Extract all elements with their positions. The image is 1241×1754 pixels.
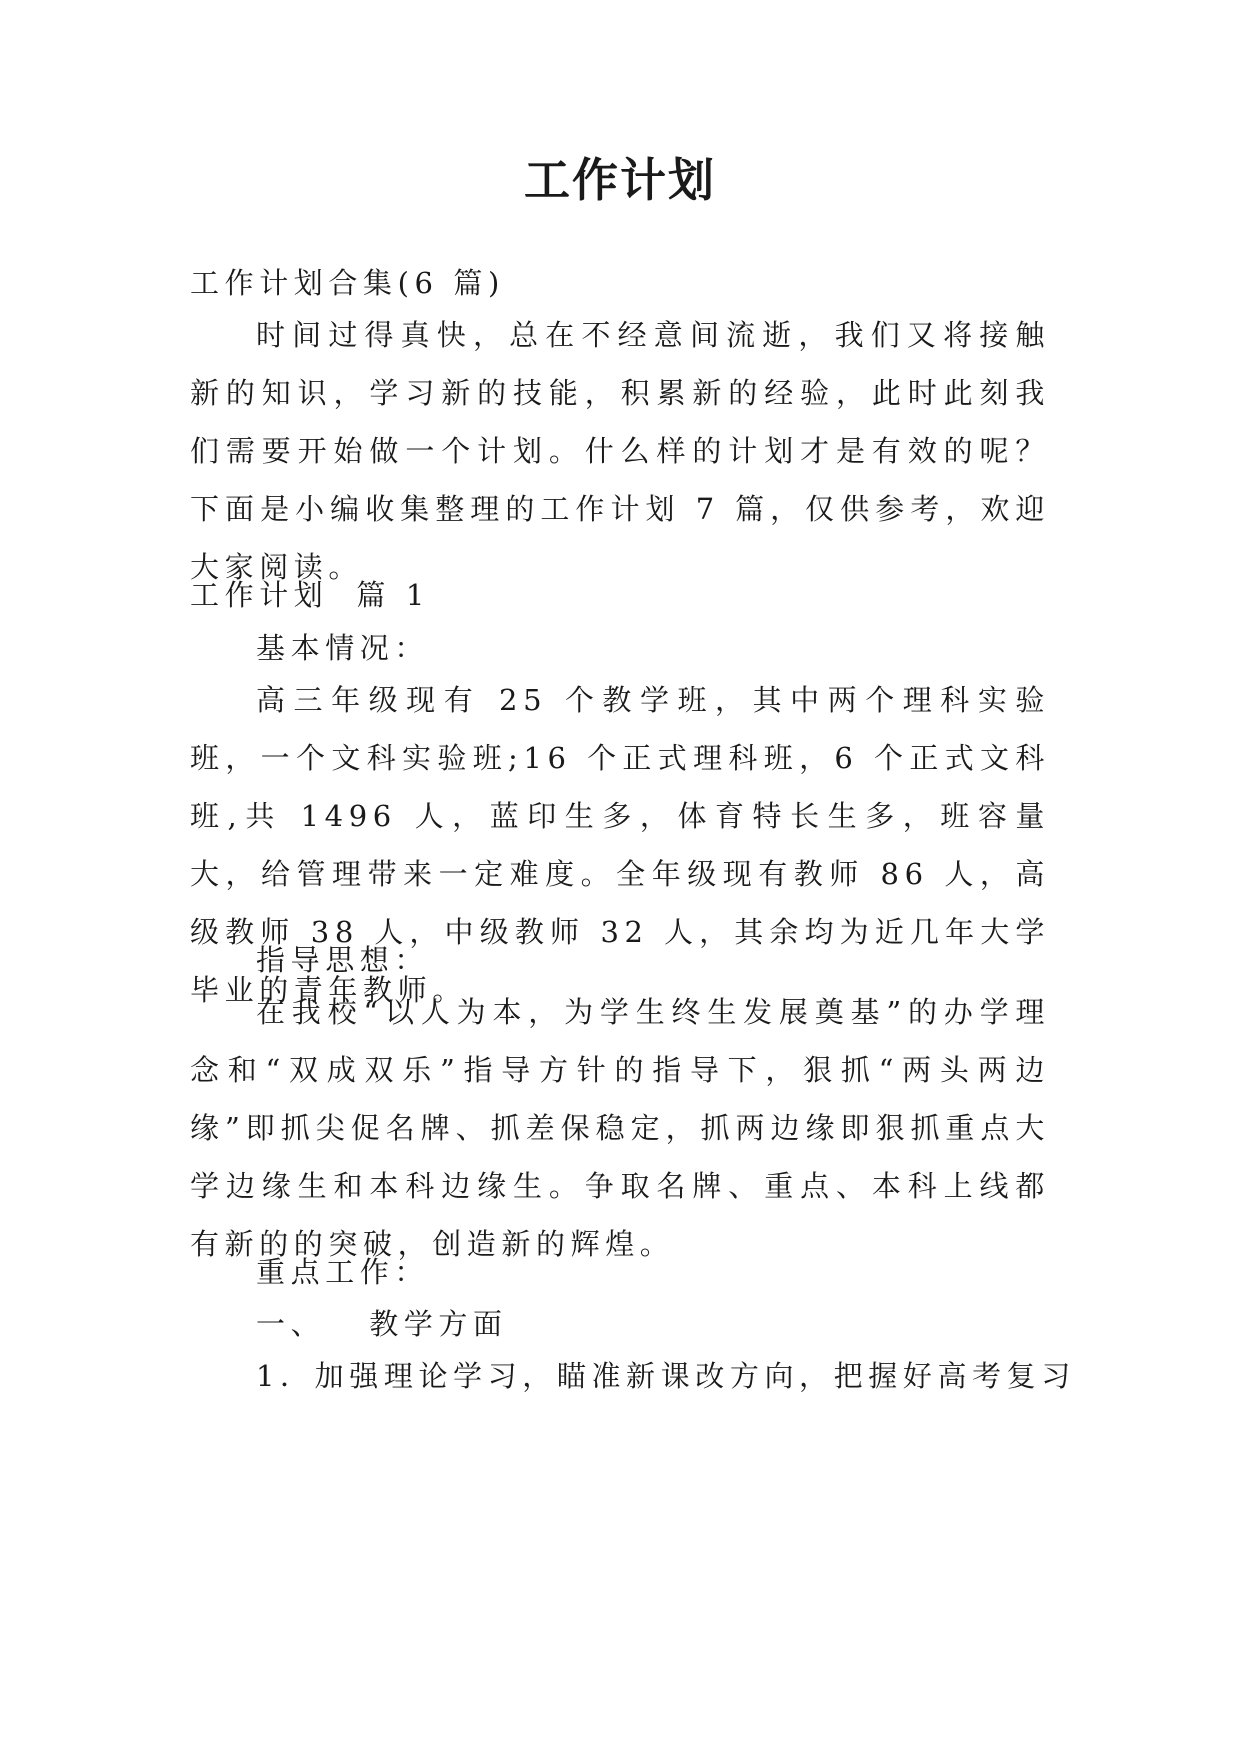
- basic-situation-label: 基本情况：: [256, 631, 430, 665]
- basic-situation-paragraph: 高三年级现有 25 个教学班，其中两个理科实验班，一个文科实验班;16 个正式理科班，6 个正式文科班,共 1496 人，蓝印生多，体育特长生多，班容量大，给管理带来一定难度。全年级现有教师 86 人，高级教师 38 人，中级教师 32 人，其余均为近几年大学毕业的青年教师。: [190, 683, 1050, 1007]
- item-1-text: 加强理论学习，瞄准新课改方向，把握好高考复习: [314, 1359, 1076, 1393]
- article-1-heading: [190, 566, 1050, 624]
- section-1-title: 教学方面: [369, 1307, 508, 1341]
- section-1-number: 一、: [256, 1307, 326, 1341]
- guiding-idea-paragraph: 在我校“以人为本，为学生终生发展奠基”的办学理念和“双成双乐”指导方针的指导下，狠抓“两头两边缘”即抓尖促名牌、抓差保稳定，抓两边缘即狠抓重点大学边缘生和本科边缘生。争取名牌、重点、本科上线都有新的的突破，创造新的辉煌。: [190, 995, 1050, 1261]
- article-1-heading-title: 工作计划: [190, 578, 329, 612]
- collection-label: 工作计划合集(6 篇): [190, 266, 505, 300]
- article-1-heading-number: 篇 1: [356, 578, 430, 612]
- guiding-idea-label: 指导思想：: [256, 943, 430, 977]
- section-1-heading: [190, 1295, 1050, 1353]
- document-title: 工作计划: [524, 153, 716, 207]
- item-1-number: 1．: [256, 1359, 315, 1393]
- intro-paragraph: 时间过得真快，总在不经意间流逝，我们又将接触新的知识，学习新的技能，积累新的经验，此时此刻我们需要开始做一个计划。什么样的计划才是有效的呢？下面是小编收集整理的工作计划 7 篇，仅供参考，欢迎大家阅读。: [190, 318, 1050, 584]
- item-1: [190, 1347, 1076, 1405]
- key-work-label: 重点工作：: [256, 1255, 430, 1289]
